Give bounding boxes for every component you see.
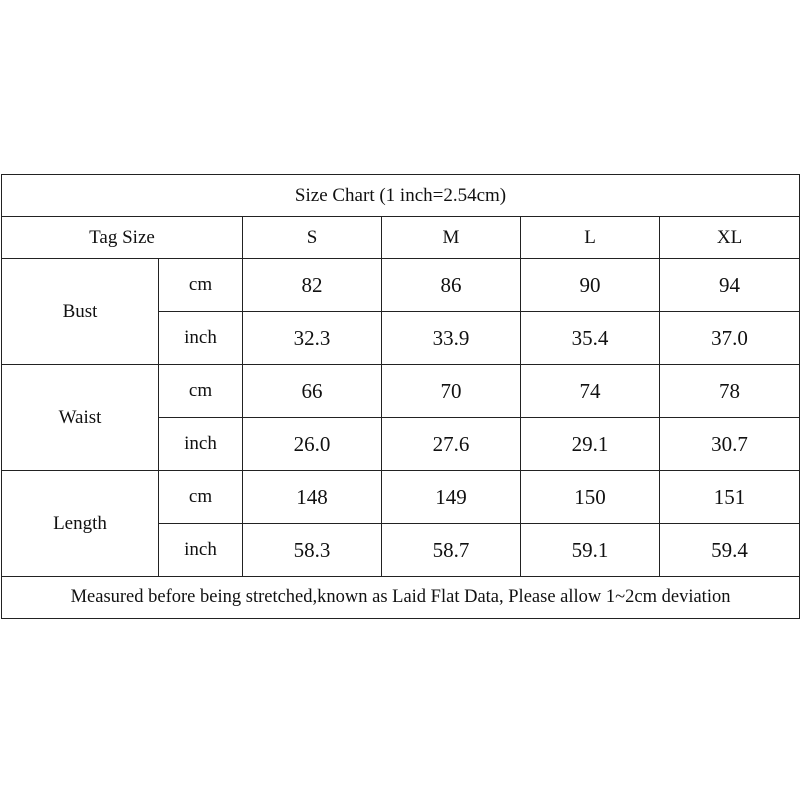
size-header: L [521, 217, 660, 259]
chart-title: Size Chart (1 inch=2.54cm) [2, 175, 800, 217]
header-row [2, 217, 800, 259]
value-cell: 59.4 [660, 524, 800, 577]
unit-label: inch [159, 418, 243, 471]
value-cell: 150 [521, 471, 660, 524]
value-cell: 32.3 [243, 312, 382, 365]
unit-label: cm [159, 259, 243, 312]
value-cell: 29.1 [521, 418, 660, 471]
size-header: S [243, 217, 382, 259]
value-cell: 27.6 [382, 418, 521, 471]
table-row [2, 471, 800, 524]
value-cell: 26.0 [243, 418, 382, 471]
unit-label: cm [159, 471, 243, 524]
tag-size-header: Tag Size [2, 217, 243, 259]
size-header: M [382, 217, 521, 259]
measurement-note: Measured before being stretched,known as Laid Flat Data, Please allow 1~2cm deviation [2, 577, 800, 619]
value-cell: 59.1 [521, 524, 660, 577]
value-cell: 149 [382, 471, 521, 524]
title-row [2, 175, 800, 217]
value-cell: 66 [243, 365, 382, 418]
table-row [2, 259, 800, 312]
value-cell: 94 [660, 259, 800, 312]
unit-label: inch [159, 524, 243, 577]
table-row [2, 365, 800, 418]
note-row [2, 577, 800, 619]
measure-label-waist: Waist [2, 365, 159, 471]
value-cell: 35.4 [521, 312, 660, 365]
size-header: XL [660, 217, 800, 259]
value-cell: 33.9 [382, 312, 521, 365]
value-cell: 90 [521, 259, 660, 312]
value-cell: 30.7 [660, 418, 800, 471]
value-cell: 37.0 [660, 312, 800, 365]
measure-label-bust: Bust [2, 259, 159, 365]
value-cell: 78 [660, 365, 800, 418]
size-chart-table [1, 174, 800, 619]
value-cell: 74 [521, 365, 660, 418]
value-cell: 151 [660, 471, 800, 524]
value-cell: 70 [382, 365, 521, 418]
value-cell: 58.7 [382, 524, 521, 577]
unit-label: inch [159, 312, 243, 365]
value-cell: 148 [243, 471, 382, 524]
value-cell: 58.3 [243, 524, 382, 577]
value-cell: 82 [243, 259, 382, 312]
unit-label: cm [159, 365, 243, 418]
value-cell: 86 [382, 259, 521, 312]
measure-label-length: Length [2, 471, 159, 577]
